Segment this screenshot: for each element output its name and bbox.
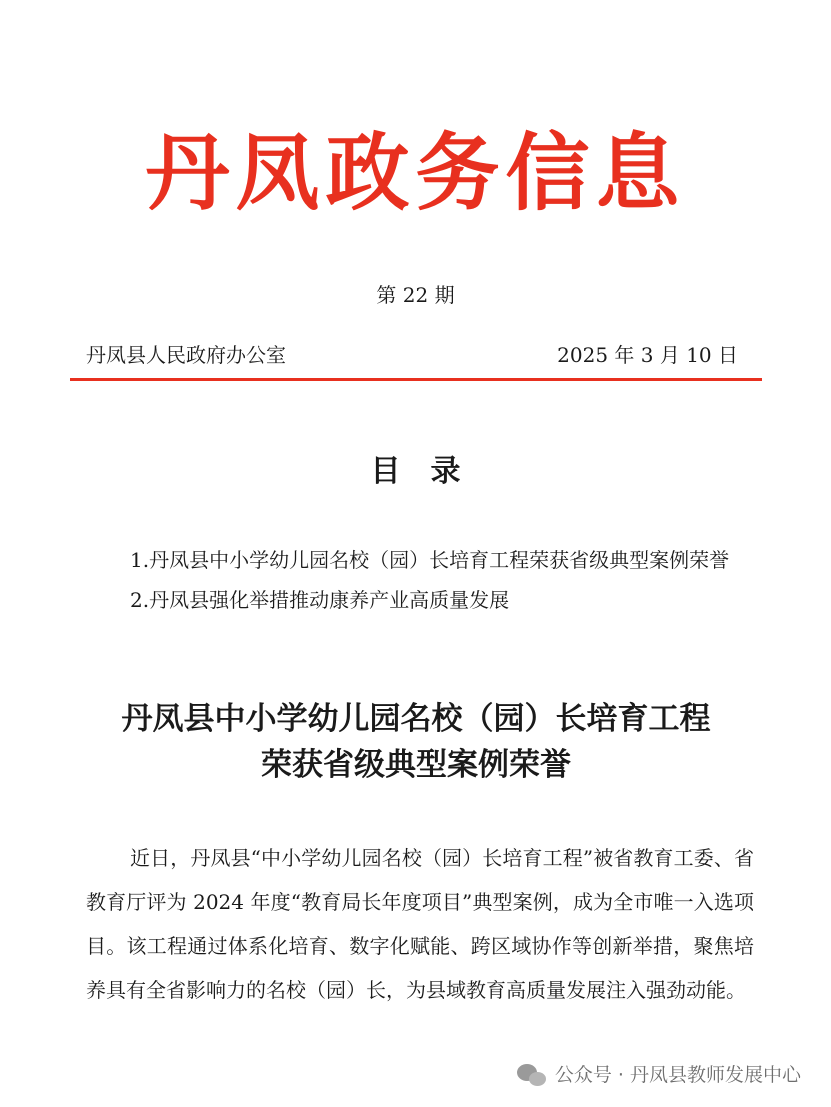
masthead-title: 丹凤政务信息 xyxy=(145,124,686,222)
article-title-line: 荣获省级典型案例荣誉 xyxy=(261,747,571,783)
article-paragraph: 近日，丹凤县“中小学幼儿园名校（园）长培育工程”被省教育工委、省教育厅评为 2024 年度“教育局长年度项目”典型案例，成为全市唯一入选项目。该工程通过体系化培育、数字化赋能、跨区域协作等创新举措，聚焦培养具有全省影响力的名校（园）长，为县域教育高质量发展注入强劲动能。 xyxy=(86,846,754,1002)
article-title-line: 丹凤县中小学幼儿园名校（园）长培育工程 xyxy=(121,701,711,737)
watermark xyxy=(517,1060,801,1090)
article-title xyxy=(86,696,746,788)
wechat-icon xyxy=(517,1062,547,1088)
issue-number: 第 22 期 xyxy=(376,283,455,307)
issuer-name: 丹凤县人民政府办公室 xyxy=(86,343,286,367)
toc-title: 目录 xyxy=(370,454,491,489)
issue-date: 2025 年 3 月 10 日 xyxy=(557,343,738,367)
toc-list xyxy=(86,540,754,620)
red-divider xyxy=(70,378,762,381)
toc-item: 2.丹凤县强化举措推动康养产业高质量发展 xyxy=(130,588,510,612)
issuer-date-row xyxy=(86,340,738,370)
watermark-text: 公众号 · 丹凤县教师发展中心 xyxy=(554,1064,801,1086)
toc-item: 1.丹凤县中小学幼儿园名校（园）长培育工程荣获省级典型案例荣誉 xyxy=(130,548,730,572)
